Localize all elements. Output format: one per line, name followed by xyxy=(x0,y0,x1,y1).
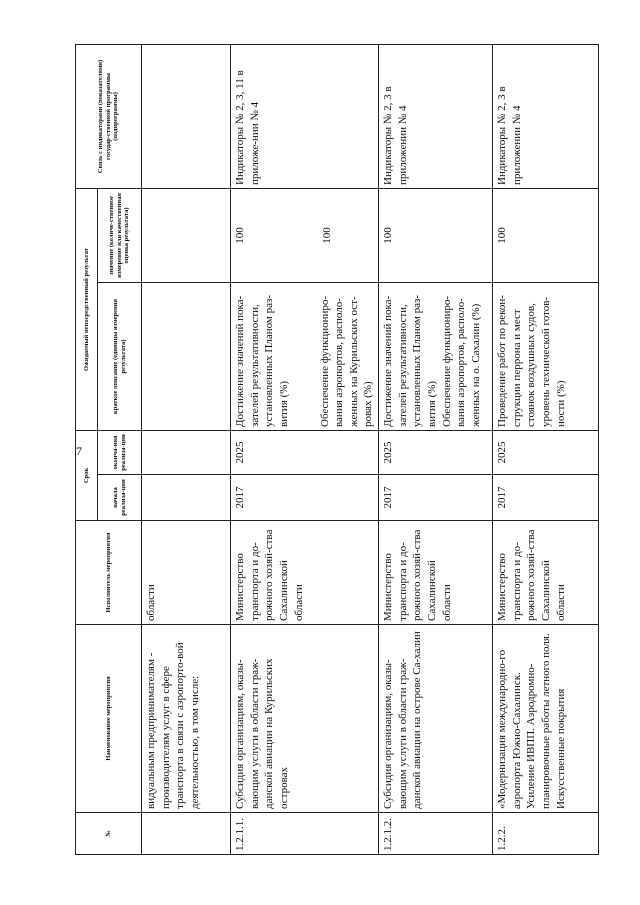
header-short-description: краткое описание (единицы измерения результата) xyxy=(98,283,142,431)
row-value xyxy=(142,189,231,283)
table-row xyxy=(142,45,231,855)
row-num: 1.2.2. xyxy=(493,813,599,855)
row-start xyxy=(142,475,231,521)
rotated-table-container xyxy=(75,45,596,855)
header-num: № xyxy=(76,813,142,855)
row-description-2: Обеспечение функциониро-вания аэропортов, располо-женных на о. Сахалин (%) xyxy=(440,295,482,427)
header-term-start: начала реализа-ции xyxy=(98,475,142,521)
table-row xyxy=(231,45,379,855)
row-indicator-link: Индикаторы № 2, 3 в приложении № 4 xyxy=(379,45,493,189)
table-row xyxy=(379,45,493,855)
header-indicator-link: Связь с индикаторами (показателями) государ-ственной программы (подпрограммы) xyxy=(76,45,142,189)
row-value-1: 100 xyxy=(496,227,508,244)
row-name: «Модернизация международно-го аэропорта Южно-Сахалинск. Усиление ИВПП. Аэродромно-планировочные работы летного поля. Искусственные покрытия xyxy=(493,625,599,813)
row-executor: Министерство транспорта и до-рожного хозяй-ства Сахалинской области xyxy=(493,521,599,625)
row-description-2: Обеспечение функциониро-вания аэропортов, располо-женных на Курильских ост-ровах (%) xyxy=(318,295,375,427)
row-end xyxy=(142,431,231,475)
row-value-1: 100 xyxy=(382,227,394,244)
header-row xyxy=(76,45,98,855)
header-term-end: оконча-ния реализа-ции xyxy=(98,431,142,475)
row-description xyxy=(493,283,599,431)
row-indicator-link: Индикаторы № 2, 3 в приложении № 4 xyxy=(493,45,599,189)
header-term: Срок xyxy=(76,431,98,521)
row-name: Субсидия организациям, оказы-вающим услуги в области граж-данской авиации на Курильских островах xyxy=(231,625,379,813)
row-indicator-link: Индикаторы № 2, 3, 11 в приложе-нии № 4 xyxy=(231,45,379,189)
row-value-2: 100 xyxy=(320,227,333,244)
row-description xyxy=(142,283,231,431)
row-end: 2025 xyxy=(379,431,493,475)
row-value xyxy=(379,189,493,283)
row-description-1: Достижение значений пока-зателей результативности, установленных Планом раз-вития (%) xyxy=(234,294,290,427)
row-start: 2017 xyxy=(493,475,599,521)
header-name: Наименование мероприятия xyxy=(76,625,142,813)
row-value-1: 100 xyxy=(234,227,246,244)
row-end: 2025 xyxy=(493,431,599,475)
row-name: Субсидия организациям, оказы-вающим услуги в области граж-данской авиации на острове Са-халин xyxy=(379,625,493,813)
row-executor: Министерство транспорта и до-рожного хозяй-ства Сахалинской области xyxy=(231,521,379,625)
row-num xyxy=(142,813,231,855)
header-executor: Исполнитель мероприятия xyxy=(76,521,142,625)
row-indicator-link xyxy=(142,45,231,189)
row-name: видуальным предпринимателям - производителям услуг в сфере транспорта в связи с аэропорто-вой деятельностью, в том числе: xyxy=(142,625,231,813)
row-value xyxy=(493,189,599,283)
row-description-1: Проведение работ по рекон-струкции перрона и мест стоянок воздушных судов, уровень технической готов-ности (%) xyxy=(496,295,567,427)
row-start: 2017 xyxy=(379,475,493,521)
table-row xyxy=(493,45,599,855)
row-end: 2025 xyxy=(231,431,379,475)
header-expected-result: Ожидаемый непосредственный результат xyxy=(76,189,98,431)
measures-table xyxy=(75,44,599,855)
row-start: 2017 xyxy=(231,475,379,521)
row-description xyxy=(231,283,379,431)
row-executor: Министерство транспорта и до-рожного хозяй-ства Сахалинской области xyxy=(379,521,493,625)
row-description-1: Достижение значений пока-зателей результативности, установленных Планом раз-вития (%) xyxy=(382,294,438,427)
row-executor: области xyxy=(142,521,231,625)
row-num: 1.2.1.1. xyxy=(231,813,379,855)
row-num: 1.2.1.2. xyxy=(379,813,493,855)
row-description xyxy=(379,283,493,431)
row-value xyxy=(231,189,379,283)
page-number: 7 xyxy=(76,444,82,458)
header-value: значение (количе-ственное измерение или качественная оценка результата) xyxy=(98,189,142,283)
